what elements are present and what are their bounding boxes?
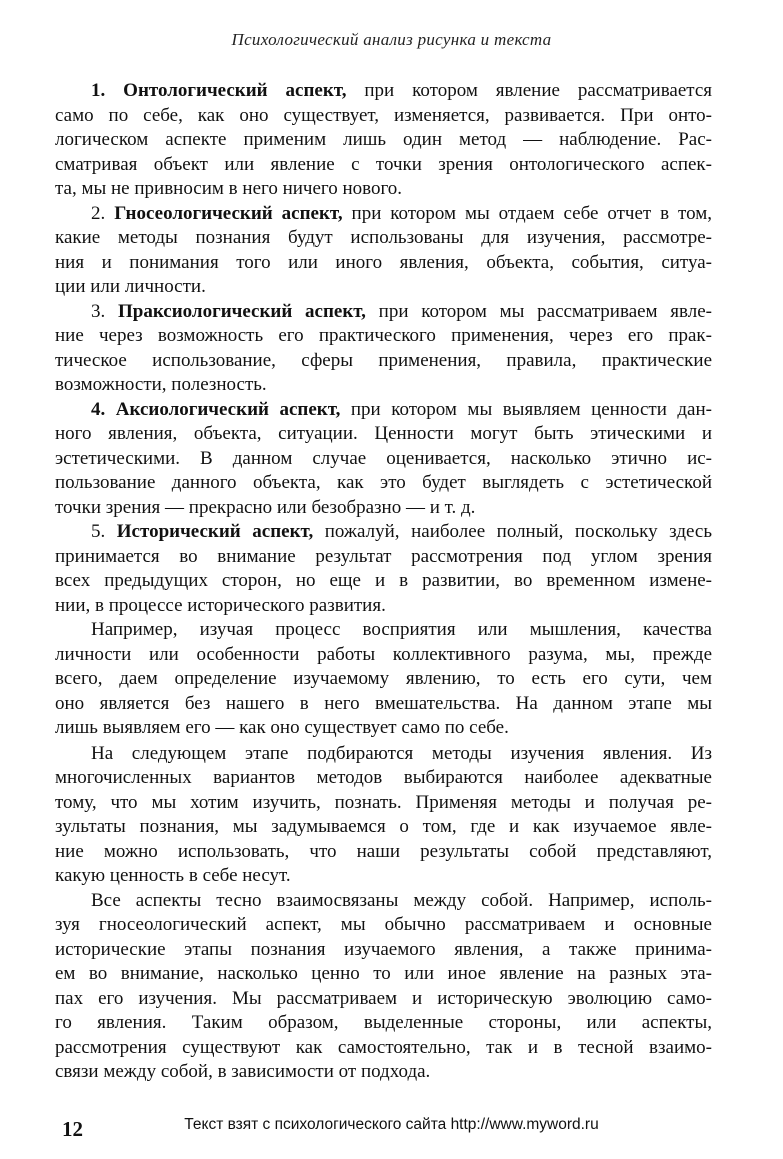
page-body <box>55 79 712 1085</box>
line-text: точки зрения — прекрасно или безобразно — и т. д. <box>55 496 476 518</box>
line-text: принимается во внимание результат рассмотрения под углом зрения <box>55 545 712 567</box>
text-line <box>55 716 712 741</box>
line-text: логическом аспекте применим лишь один метод — наблюдение. Рас- <box>55 129 712 150</box>
text-line <box>55 398 712 423</box>
line-text: Все аспекты тесно взаимосвязаны между собой. Например, исполь- <box>91 889 712 911</box>
paragraph <box>55 520 712 618</box>
line-text: ного явления, объекта, ситуации. Ценности могут быть этическими и <box>55 423 712 444</box>
text-line <box>55 177 712 202</box>
text-line <box>55 889 712 914</box>
text-line <box>55 202 712 227</box>
text-line <box>55 569 712 594</box>
text-line <box>55 373 712 398</box>
text-line <box>55 300 712 325</box>
paragraph <box>55 202 712 300</box>
text-line <box>55 520 712 545</box>
aspect-term: 4. Аксиологический аспект, <box>91 398 341 420</box>
line-text: какие методы познания будут использованы для изучения, рассмотре- <box>55 227 712 248</box>
line-text: исторические этапы познания изучаемого явления, а также принима- <box>55 938 712 960</box>
line-text: всего, даем определение изучаемому явлению, то есть его сути, чем <box>55 668 712 689</box>
line-text: тическое использование, сферы применения, правила, практические <box>55 349 712 371</box>
text-line <box>55 545 712 570</box>
line-text: пах его изучения. Мы рассматриваем и историческую эволюцию само- <box>55 987 712 1009</box>
line-text: при котором мы рассматриваем явле- <box>365 300 712 322</box>
line-text: при котором мы выявляем ценности дан- <box>340 398 712 420</box>
aspect-term: 1. Онтологический аспект, <box>91 80 347 101</box>
item-number: 5. <box>91 521 117 542</box>
line-text: ние через возможность его практического применения, через его прак- <box>55 325 712 346</box>
line-text: Например, изучая процесс восприятия или мышления, качества <box>91 619 712 640</box>
line-text: при котором явление рассматривается <box>346 80 712 101</box>
paragraph <box>55 889 712 1085</box>
text-line <box>55 447 712 472</box>
line-text: всех предыдущих сторон, но еще и в развитии, во временном измене- <box>55 570 712 591</box>
line-text: возможности, полезность. <box>55 374 267 395</box>
text-line <box>55 104 712 129</box>
line-text: пожалуй, наиболее полный, поскольку здесь <box>313 521 712 542</box>
line-text: личности или особенности работы коллективного разума, мы, прежде <box>55 643 712 665</box>
text-line <box>55 153 712 178</box>
text-line <box>55 496 712 521</box>
text-line <box>55 1060 712 1085</box>
line-text: многочисленных вариантов методов выбираются наиболее адекватные <box>55 767 712 788</box>
line-text: зуя гносеологический аспект, мы обычно рассматриваем и основные <box>55 914 712 935</box>
text-line <box>55 667 712 692</box>
text-line <box>55 618 712 643</box>
text-line <box>55 643 712 668</box>
text-line <box>55 791 712 816</box>
text-line <box>55 226 712 251</box>
text-line <box>55 864 712 889</box>
line-text: рассмотрения существуют как самостоятельно, так и в тесной взаимо- <box>55 1036 712 1058</box>
line-text: ем во внимание, насколько ценно то или иное явление на разных эта- <box>55 963 712 984</box>
line-text: На следующем этапе подбираются методы изучения явления. Из <box>91 742 712 764</box>
text-line <box>55 962 712 987</box>
line-text: та, мы не привносим в него ничего нового. <box>55 178 403 199</box>
line-text: ции или личности. <box>55 276 206 297</box>
paragraph <box>55 742 712 889</box>
text-line <box>55 742 712 767</box>
source-note: Текст взят с психологического сайта http://www.myword.ru <box>184 1116 599 1133</box>
line-text: го явления. Таким образом, выделенные стороны, или аспекты, <box>55 1012 712 1033</box>
running-header: Психологический анализ рисунка и текста <box>231 30 552 49</box>
aspect-term: Праксиологический аспект, <box>117 300 366 322</box>
text-line <box>55 594 712 619</box>
line-text: пользование данного объекта, как это будет выглядеть с эстетической <box>55 472 712 493</box>
line-text: само по себе, как оно существует, изменяется, развивается. При онто- <box>55 104 712 126</box>
line-text: оно является без нашего в него вмешательства. На данном этапе мы <box>55 692 712 714</box>
line-text: зультаты познания, мы задумываемся о том, где и как изучаемое явле- <box>55 816 712 837</box>
text-line <box>55 840 712 865</box>
line-text: эстетическими. В данном случае оценивается, насколько этично ис- <box>55 447 712 469</box>
text-line <box>55 324 712 349</box>
text-line <box>55 987 712 1012</box>
text-line <box>55 938 712 963</box>
line-text: связи между собой, в зависимости от подхода. <box>55 1061 431 1082</box>
item-number: 2. <box>91 202 115 224</box>
text-line <box>55 128 712 153</box>
aspect-term: Исторический аспект, <box>116 521 314 542</box>
line-text: ния и понимания того или иного явления, объекта, события, ситуа- <box>55 251 712 273</box>
paragraph <box>55 79 712 202</box>
line-text: ние можно использовать, что наши результаты собой представляют, <box>55 840 712 862</box>
line-text: нии, в процессе исторического развития. <box>55 594 386 616</box>
text-line <box>55 79 712 104</box>
text-line <box>55 913 712 938</box>
text-line <box>55 422 712 447</box>
line-text: при котором мы отдаем себе отчет в том, <box>342 202 712 224</box>
paragraph <box>55 398 712 521</box>
text-line <box>55 1011 712 1036</box>
paragraph <box>55 618 712 741</box>
item-number: 3. <box>91 300 118 322</box>
text-line <box>55 766 712 791</box>
line-text: сматривая объект или явление с точки зрения онтологического аспек- <box>55 153 712 175</box>
page-number: 12 <box>62 1117 83 1141</box>
text-line <box>55 471 712 496</box>
line-text: какую ценность в себе несут. <box>55 865 291 886</box>
aspect-term: Гносеологический аспект, <box>114 202 343 224</box>
paragraph <box>55 300 712 398</box>
text-line <box>55 815 712 840</box>
text-line <box>55 692 712 717</box>
text-line <box>55 251 712 276</box>
text-line <box>55 275 712 300</box>
line-text: тому, что мы хотим изучить, познать. Применяя методы и получая ре- <box>55 791 712 813</box>
text-line <box>55 1036 712 1061</box>
text-line <box>55 349 712 374</box>
line-text: лишь выявляем его — как оно существует само по себе. <box>55 717 509 738</box>
